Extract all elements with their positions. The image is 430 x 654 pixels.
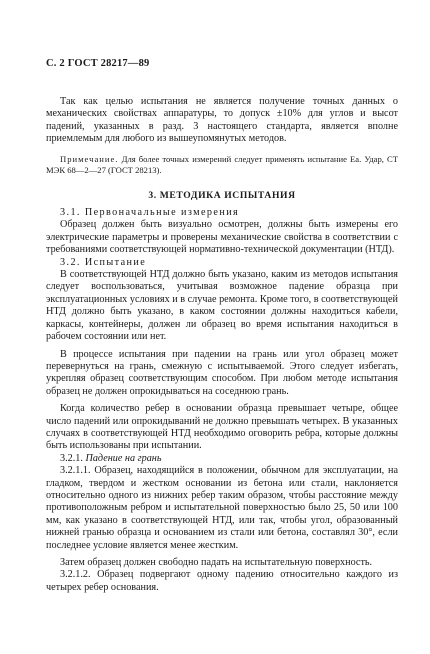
subsection-3-2-1-heading: [46, 453, 398, 465]
clause-3-2-1-1: 3.2.1.1. Образец, находящийся в положении, обычном для эксплуатации, на гладком, твердом и жестком основании из бетона или стали, наклоняется относительно одного из нижних ребер таким образом, чтобы расстояние между противоположным ребром и испытательной поверхностью было 25, 50 или 100 мм, как указано в соответствующей НТД, или так, чтобы угол, образованный нижней гранью образца и основанием из стали или бетона, составлял 30°, если последнее условие является менее жестким.: [46, 465, 398, 551]
subsection-3-2-1-title: Падение на грань: [85, 452, 162, 464]
subsection-3-1-text: Образец должен быть визуально осмотрен, должны быть измерены его электрические параметры и проверены механические свойства в соответствии с требованиями соответствующей нормативно-технической документации (НТД).: [46, 219, 398, 256]
note-label: Примечание.: [60, 153, 119, 164]
subsection-3-2-paragraph-2: В процессе испытания при падении на грань или угол образец может перевернуться на грань, смежную с испытываемой. Этого следует избегать, укрепляя образец соответствующим способом. При любом методе испытания образец не должен опрокидываться на соседнюю грань.: [46, 348, 398, 397]
clause-3-2-1-1-drop: Затем образец должен свободно падать на испытательную поверхность.: [60, 557, 373, 568]
page-header: С. 2 ГОСТ 28217—89: [46, 58, 150, 69]
subsection-3-2-paragraph-1: В соответствующей НТД должно быть указано, каким из методов испытания следует воспользоваться, учитывая возможное падение образца при эксплуатационных условиях и в случае ремонта. Кроме того, в соответствующей НТД должно быть указано, в каком состоянии должны находиться кабели, каркасы, контейнеры, должен ли образец во время испытания находиться в рабочем состоянии или нет.: [46, 269, 398, 343]
document-body: [46, 96, 398, 594]
subsection-3-2-1-number: 3.2.1.: [60, 452, 83, 464]
note-text: Для более точных измерений следует применять испытание Еа. Удар, СТ МЭК 68—2—27 (ГОСТ 28213).: [46, 153, 398, 175]
subsection-3-2-paragraph-3: Когда количество ребер в основании образца превышает четыре, общее число падений или опрокидываний не должно превышать четырех. В указанных случаях в соответствующей НТД необходимо оговорить ребра, которые должны быть использованы при испытании.: [46, 403, 398, 452]
subsection-3-2-heading: 3.2. Испытание: [60, 256, 147, 268]
clause-3-2-1-2: 3.2.1.2. Образец подвергают одному падению относительно каждого из четырех ребер основания.: [46, 569, 398, 593]
note: [46, 154, 398, 176]
intro-paragraph: Так как целью испытания не является получение точных данных о механических свойствах аппаратуры, то допуск ±10% для углов и высот падений, указанных в разд. 3 настоящего стандарта, является вполне приемлемым для любого из вышеупомянутых методов.: [46, 96, 398, 145]
subsection-3-1-heading: 3.1. Первоначальные измерения: [60, 207, 240, 219]
section-title: 3. МЕТОДИКА ИСПЫТАНИЯ: [148, 189, 296, 201]
